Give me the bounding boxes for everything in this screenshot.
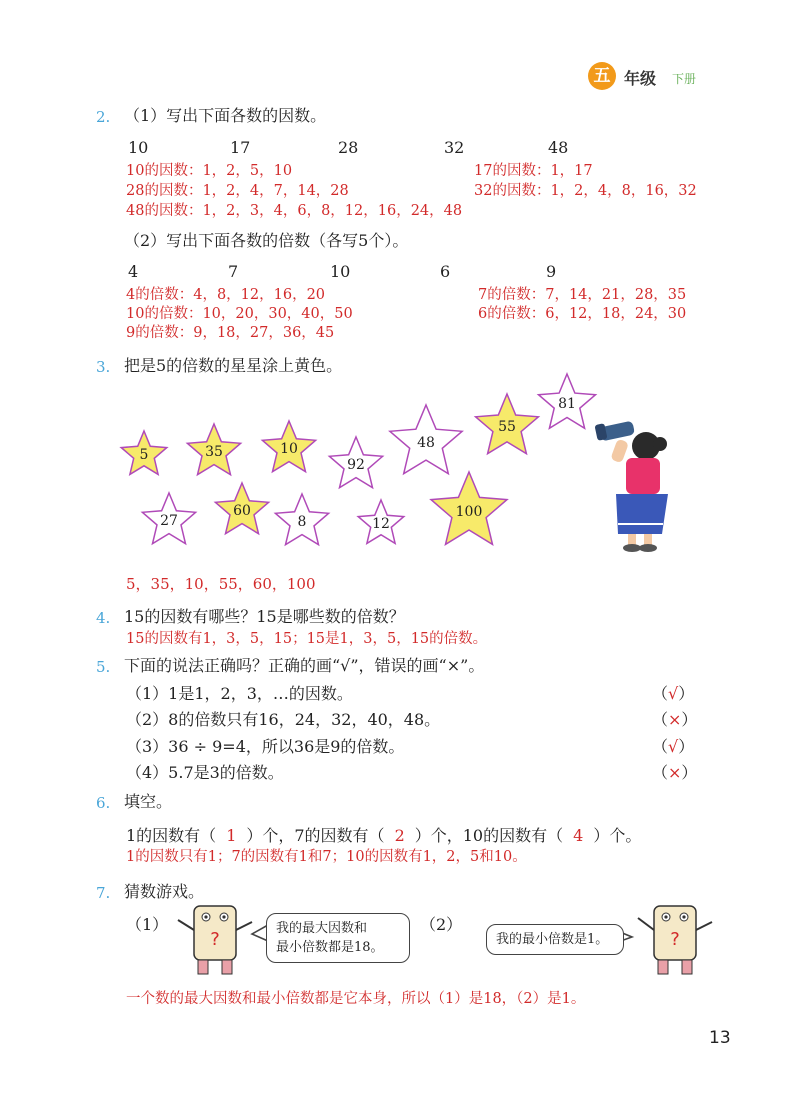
q2-p1-answer: 28的因数：1，2，4，7，14，28	[126, 183, 349, 199]
q6-answer-3: 4	[573, 826, 584, 845]
q6-answer-note: 1的因数只有1；7的因数有1和7；10的因数有1，2，5和10。	[126, 849, 527, 865]
q2-p1-answer: 17的因数：1，17	[474, 163, 593, 179]
grade-badge: 五	[588, 62, 616, 90]
q2-p2-answer: 10的倍数：10，20，30，40，50	[126, 306, 353, 322]
q5-item-text: （3）36 ÷ 9=4，所以36是9的倍数。	[126, 737, 405, 756]
paren-close: ）	[678, 684, 695, 703]
q3-number: 3.	[96, 358, 111, 376]
q2-number: 2.	[96, 108, 111, 126]
star-number-label: 8	[297, 514, 307, 530]
cross-mark: ×	[668, 763, 682, 782]
paren-close: ）	[681, 763, 698, 782]
q6-title: 填空。	[124, 792, 173, 811]
paren-open: （	[652, 763, 669, 782]
robot-character-icon	[638, 906, 712, 974]
q6-seg: ）个，10的因数有（	[414, 826, 564, 845]
star-number-label: 27	[160, 513, 178, 529]
q2-p1-answer: 32的因数：1，2，4，8，16，32	[474, 183, 697, 199]
q2-part2-title: （2）写出下面各数的倍数（各写5个）。	[124, 231, 409, 250]
q6-seg: 1的因数有（	[126, 826, 217, 845]
q2-p1-number: 17	[230, 138, 251, 157]
svg-text:?: ?	[670, 929, 680, 950]
q2-p2-number: 10	[330, 262, 351, 281]
volume-label: 下册	[672, 72, 697, 86]
q2-p1-number: 28	[338, 138, 359, 157]
star-number-label: 55	[498, 419, 516, 435]
q3-answer: 5，35，10，55，60，100	[126, 575, 316, 593]
q2-p1-number: 32	[444, 138, 465, 157]
q2-p2-answer: 9的倍数：9，18，27，36，45	[126, 325, 335, 341]
star-number-label: 12	[372, 516, 390, 532]
star-number-label: 10	[280, 441, 298, 457]
q2-p2-number: 6	[440, 262, 451, 281]
q3-title: 把是5的倍数的星星涂上黄色。	[124, 356, 343, 375]
paren-open: （	[652, 710, 669, 729]
paren-open: （	[652, 737, 669, 756]
star-number-label: 5	[139, 447, 149, 463]
bubble-line: 我的最大因数和	[276, 921, 368, 936]
svg-text:?: ?	[210, 929, 220, 950]
q4-answer: 15的因数有1，3，5，15；15是1，3，5，15的倍数。	[126, 631, 488, 647]
paren-close: ）	[678, 737, 695, 756]
star-number-label: 81	[558, 396, 576, 412]
q2-p1-answer: 10的因数：1，2，5，10	[126, 163, 293, 179]
check-mark: √	[668, 737, 679, 756]
q2-p2-number: 4	[128, 262, 139, 281]
star-number-label: 60	[233, 503, 251, 519]
q6-answer-2: 2	[394, 826, 405, 845]
q6-answer-1: 1	[226, 826, 237, 845]
star-number-label: 92	[347, 457, 365, 473]
q5-number: 5.	[96, 658, 111, 676]
speech-bubble-2: 我的最小倍数是1。	[486, 924, 624, 955]
bubble-line: 最小倍数都是18。	[276, 940, 384, 955]
q2-p2-answer: 7的倍数：7，14，21，28，35	[478, 287, 687, 303]
q2-p1-answer: 48的因数：1，2，3，4，6，8，12，16，24，48	[126, 203, 463, 219]
q2-p1-number: 48	[548, 138, 569, 157]
q2-p2-answer: 6的倍数：6，12，18，24，30	[478, 306, 687, 322]
paren-close: ）	[681, 710, 698, 729]
robot-character-icon	[178, 906, 252, 974]
q5-item-text: （1）1是1，2，3，…的因数。	[126, 684, 353, 703]
q7-answer: 一个数的最大因数和最小倍数都是它本身，所以（1）是18，（2）是1。	[126, 991, 586, 1007]
q7-title: 猜数游戏。	[124, 882, 205, 901]
speech-bubble-1	[266, 913, 410, 963]
paren-open: （	[652, 684, 669, 703]
q6-seg: ）个。	[593, 826, 642, 845]
cross-mark: ×	[668, 710, 682, 729]
q7-number: 7.	[96, 884, 111, 902]
page-number: 13	[709, 1028, 731, 1048]
q4-title: 15的因数有哪些？15是哪些数的倍数？	[124, 607, 405, 626]
q5-item-text: （4）5.7是3的倍数。	[126, 763, 284, 782]
star-number-label: 100	[455, 504, 483, 520]
q7-part2-label: （2）	[420, 915, 463, 934]
q2-p2-number: 9	[546, 262, 557, 281]
q5-item-text: （2）8的倍数只有16，24，32，40，48。	[126, 710, 441, 729]
q4-number: 4.	[96, 609, 111, 627]
q7-part1-label: （1）	[126, 915, 169, 934]
q2-p1-number: 10	[128, 138, 149, 157]
q6-number: 6.	[96, 794, 111, 812]
q2-part1-title: （1）写出下面各数的因数。	[124, 106, 327, 125]
grade-label: 年级	[624, 69, 657, 88]
q6-seg: ）个，7的因数有（	[246, 826, 385, 845]
star-number-label: 35	[205, 444, 223, 460]
star-number-label: 48	[417, 435, 435, 451]
q5-title: 下面的说法正确吗？正确的画“√”，错误的画“×”。	[124, 656, 485, 675]
check-mark: √	[668, 684, 679, 703]
q2-p2-number: 7	[228, 262, 239, 281]
q2-p2-answer: 4的倍数：4，8，12，16，20	[126, 287, 326, 303]
